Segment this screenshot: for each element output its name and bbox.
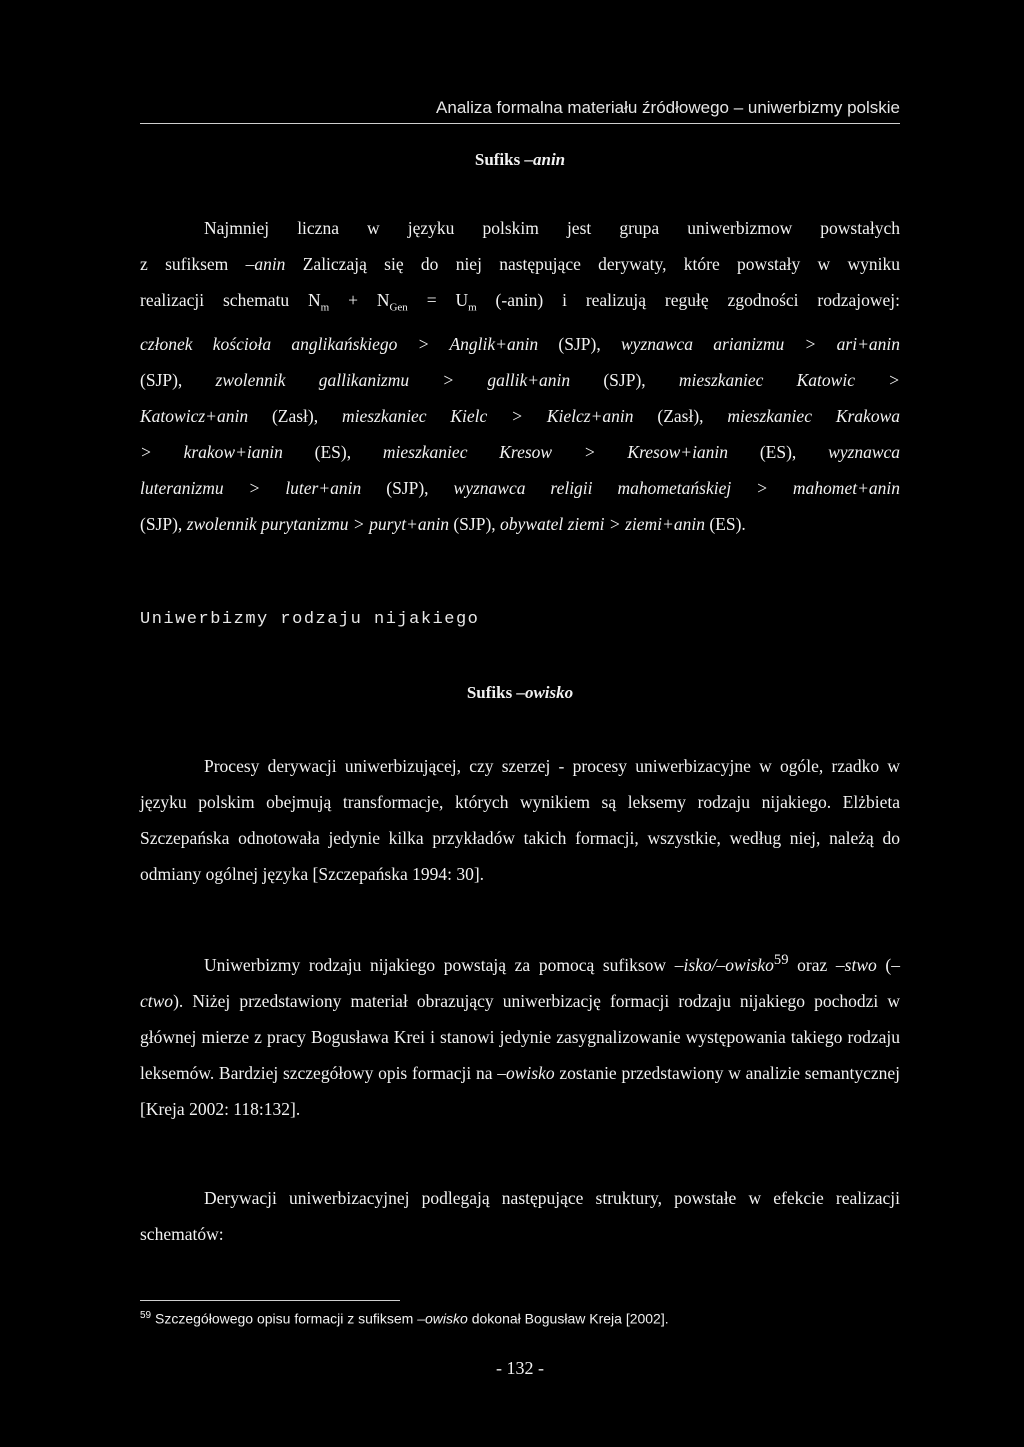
anin-line-segment: wyznawca xyxy=(828,441,901,462)
para2-segment: Uniwerbizmy rodzaju nijakiego powstają za pomocą sufiksow xyxy=(204,954,675,975)
para2-segment: ). Niżej przedstawiony materiał obrazujący uniwerbizację formacji rodzaju nijakiego pochodzi w głównej mierze z pracy Bogusława Krei i stanowi jedynie zasygnalizowanie występowania takiego rodzaju leksemów. Bardziej szczegółowy opis formacji na xyxy=(140,990,900,1083)
anin-line-segment: Najmniej liczna w języku polskim jest grupa uniwerbizmow powstałych xyxy=(204,218,900,238)
anin-line-segment: (SJP), xyxy=(140,369,216,390)
anin-line-segment: (SJP), xyxy=(140,513,187,534)
anin-line-segment: zwolennik purytanizmu > puryt+anin xyxy=(186,513,449,534)
anin-line-segment: Katowicz+anin xyxy=(140,405,249,426)
owisko-paragraph-3: Derywacji uniwerbizacyjnej podlegają następujące struktury, powstałe w efekcie realizacji schematów: xyxy=(140,1188,900,1244)
para2-segment: –isko/–owisko xyxy=(674,954,774,975)
para2-segment: –ctwo xyxy=(140,954,900,1011)
anin-line xyxy=(140,434,900,470)
anin-line-segment: członek kościoła anglikańskiego > Anglik+anin xyxy=(140,333,539,354)
anin-line-segment: m xyxy=(320,301,330,314)
footnote-number: 59 xyxy=(140,1310,152,1321)
anin-line-segment: –anin xyxy=(245,254,286,274)
anin-line xyxy=(140,470,900,506)
anin-line-segment: (Zasł), xyxy=(248,405,342,426)
para2-segment: 59 xyxy=(773,952,789,968)
anin-line-segment: (SJP), xyxy=(361,477,454,498)
anin-line xyxy=(140,210,900,246)
para2-segment: –stwo xyxy=(835,954,877,975)
anin-line-segment: wyznawca religii mahometańskiej > mahomet+anin xyxy=(453,477,900,498)
page-number: - 132 - xyxy=(496,1358,544,1378)
section-title: Uniwerbizmy rodzaju nijakiego xyxy=(140,610,480,629)
footnote-segment: –owisko xyxy=(417,1310,468,1327)
heading-sufiks-anin xyxy=(140,150,900,170)
anin-paragraph xyxy=(140,210,900,542)
anin-line-segment: mieszkaniec Krakowa xyxy=(727,405,900,426)
anin-line-segment: realizacji schematu N xyxy=(140,290,321,310)
running-header: Analiza formalna materiału źródłowego – uniwerbizmy polskie xyxy=(436,98,900,117)
heading-sufiks-owisko xyxy=(140,683,900,703)
anin-line-segment: (ES). xyxy=(704,513,746,534)
anin-line-segment: (ES), xyxy=(728,441,829,462)
anin-line-segment: wyznawca arianizmu > ari+anin xyxy=(621,333,900,354)
owisko-paragraph-2 xyxy=(140,942,900,1127)
para2-segment: –owisko xyxy=(497,1062,555,1083)
anin-line xyxy=(140,506,900,542)
anin-line-segment: Zaliczają się do niej następujące derywaty, które powstały w wyniku xyxy=(285,254,900,274)
anin-line-segment: (SJP), xyxy=(448,513,501,534)
anin-line-segment: (-anin) i realizują regułę zgodności rodzajowej: xyxy=(476,290,901,310)
anin-line-segment: Gen xyxy=(389,301,408,314)
anin-line xyxy=(140,246,900,282)
anin-line-segment: obywatel ziemi > ziemi+anin xyxy=(500,513,705,534)
owisko-paragraph-1: Procesy derywacji uniwerbizującej, czy szerzej - procesy uniwerbizacyjne w ogóle, rzadko w języku polskim obejmują transformacje, których wynikiem są leksemy rodzaju nijakiego. Elżbieta Szczepańska odnotowała jedynie kilka przykładów takich formacji, wszystkie, według niej, należą do odmiany ogólnej języka [Szczepańska 1994: 30]. xyxy=(140,756,900,884)
heading-anin-suffix: –anin xyxy=(524,150,566,169)
heading-anin-prefix: Sufiks xyxy=(474,150,521,169)
anin-line-segment: = U xyxy=(407,290,469,310)
para2-segment: oraz xyxy=(788,954,836,975)
heading-owisko-suffix: –owisko xyxy=(516,683,574,702)
anin-line xyxy=(140,398,900,434)
footnote-segment: dokonał Bogusław Kreja [2002]. xyxy=(467,1310,669,1327)
para2-segment: ( xyxy=(876,954,892,975)
footnote xyxy=(140,1310,900,1327)
anin-line-segment: mieszkaniec Kielc > Kielcz+anin xyxy=(341,405,634,426)
anin-line xyxy=(140,362,900,398)
anin-line-segment: m xyxy=(468,301,477,314)
footnote-segment: Szczegółowego opisu formacji z sufiksem xyxy=(151,1310,418,1327)
anin-line-segment: (ES), xyxy=(282,441,383,462)
para2-segment: zostanie przedstawiony w analizie semantycznej [Kreja 2002: 118:132]. xyxy=(140,1062,900,1119)
anin-line-segment: (Zasł), xyxy=(633,405,728,426)
anin-line-segment: (SJP), xyxy=(570,369,679,390)
anin-line-segment: (SJP), xyxy=(538,333,621,354)
anin-line-segment: zwolennik gallikanizmu > gallik+anin xyxy=(215,369,571,390)
anin-line-segment: luteranizmu > luter+anin xyxy=(140,477,362,498)
footnote-rule xyxy=(140,1300,400,1301)
anin-line-segment: mieszkaniec Katowic > xyxy=(678,369,900,390)
anin-line-segment: mieszkaniec Kresow > Kresow+ianin xyxy=(382,441,729,462)
anin-line-segment: z sufiksem xyxy=(140,254,246,274)
anin-line xyxy=(140,326,900,362)
header-rule xyxy=(140,123,900,124)
anin-line-segment: + N xyxy=(329,290,390,310)
anin-line-segment: > krakow+ianin xyxy=(140,441,283,462)
heading-owisko-prefix: Sufiks xyxy=(466,683,513,702)
anin-line xyxy=(140,282,900,326)
